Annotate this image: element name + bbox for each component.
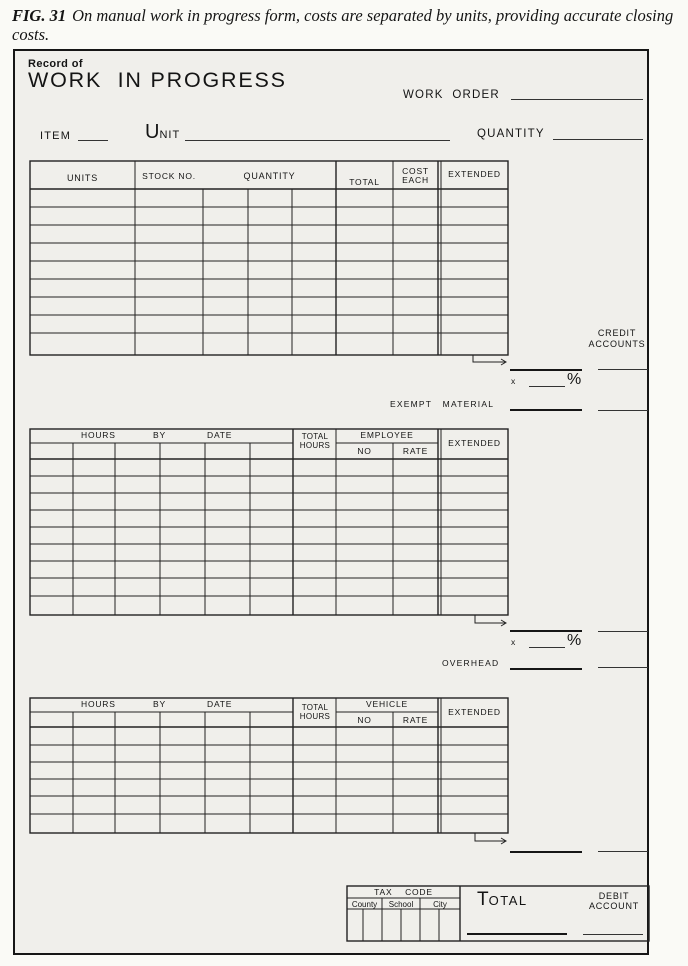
labor-percent-sign: % — [567, 632, 582, 649]
credit-account-field-3[interactable] — [598, 631, 648, 632]
labor-rate-header: RATE — [402, 446, 429, 456]
tax-county-label: County — [351, 900, 378, 909]
exempt-material-field[interactable] — [510, 409, 582, 411]
extended-header: EXTENDED — [448, 169, 501, 179]
quantity-label: QUANTITY — [477, 128, 545, 140]
labor-percent-field[interactable] — [529, 647, 565, 648]
credit-accounts-label: CREDIT ACCOUNTS — [588, 328, 646, 349]
total-field[interactable] — [467, 933, 567, 935]
materials-multiplier-x: x — [511, 376, 517, 386]
labor-by-header: BY — [153, 430, 166, 440]
credit-account-field-5[interactable] — [598, 851, 648, 852]
quantity-header: QUANTITY — [243, 171, 296, 181]
vehicle-by-header: BY — [153, 699, 166, 709]
cost-each-header: COST EACH — [402, 166, 429, 185]
total-label-initial: T — [477, 889, 489, 910]
vehicle-date-header: DATE — [207, 699, 233, 709]
credit-account-field-2[interactable] — [598, 410, 648, 411]
work-order-label: WORK ORDER — [403, 89, 500, 101]
vehicle-no-header: NO — [357, 715, 372, 725]
debit-account-field[interactable] — [583, 934, 643, 935]
vehicle-subtotal-field[interactable] — [510, 851, 582, 853]
record-of-label: Record of — [28, 58, 83, 70]
units-header: UNITS — [67, 173, 98, 183]
tax-city-label: City — [433, 900, 447, 909]
labor-total-hours-header: TOTAL HOURS — [299, 432, 331, 450]
quantity-field[interactable] — [553, 139, 643, 140]
item-field[interactable] — [78, 140, 108, 141]
stock-no-header: STOCK NO. — [142, 171, 196, 181]
figure-caption — [12, 6, 682, 44]
debit-account-label: DEBIT ACCOUNT — [588, 891, 640, 911]
exempt-material-label: EXEMPT MATERIAL — [390, 399, 495, 409]
vehicle-total-hours-header: TOTAL HOURS — [299, 703, 331, 721]
materials-percent-field[interactable] — [529, 386, 565, 387]
overhead-label: OVERHEAD — [442, 658, 500, 668]
total-header: TOTAL — [349, 177, 380, 187]
figure-number: FIG. 31 — [12, 6, 67, 25]
credit-account-field-4[interactable] — [598, 667, 648, 668]
unit-label-rest: NIT — [159, 129, 181, 141]
labor-no-header: NO — [357, 446, 372, 456]
materials-percent-sign: % — [567, 371, 582, 388]
figure-caption-text: On manual work in progress form, costs are separated by units, providing accurate closing costs. — [12, 6, 674, 44]
tax-code-label: TAX CODE — [374, 887, 433, 897]
labor-hours-header: HOURS — [81, 430, 116, 440]
unit-field[interactable] — [185, 140, 450, 141]
labor-date-header: DATE — [207, 430, 233, 440]
total-label-rest: OTAL — [488, 893, 528, 908]
unit-label-initial: U — [145, 121, 160, 143]
overhead-field[interactable] — [510, 668, 582, 670]
unit-label — [145, 121, 180, 144]
vehicle-hours-header: HOURS — [81, 699, 116, 709]
labor-employee-header: EMPLOYEE — [360, 430, 414, 440]
vehicle-header: VEHICLE — [366, 699, 408, 709]
vehicle-extended-header: EXTENDED — [448, 707, 501, 717]
labor-extended-header: EXTENDED — [448, 438, 501, 448]
work-order-field[interactable] — [511, 99, 643, 100]
form-title: WORK IN PROGRESS — [28, 68, 287, 92]
labor-multiplier-x: x — [511, 637, 517, 647]
tax-school-label: School — [388, 900, 414, 909]
total-label — [477, 889, 528, 911]
item-label: ITEM — [40, 130, 72, 142]
form-grid-lines — [15, 51, 651, 957]
credit-account-field-1[interactable] — [598, 369, 648, 370]
vehicle-rate-header: RATE — [402, 715, 429, 725]
work-in-progress-form — [13, 49, 649, 955]
